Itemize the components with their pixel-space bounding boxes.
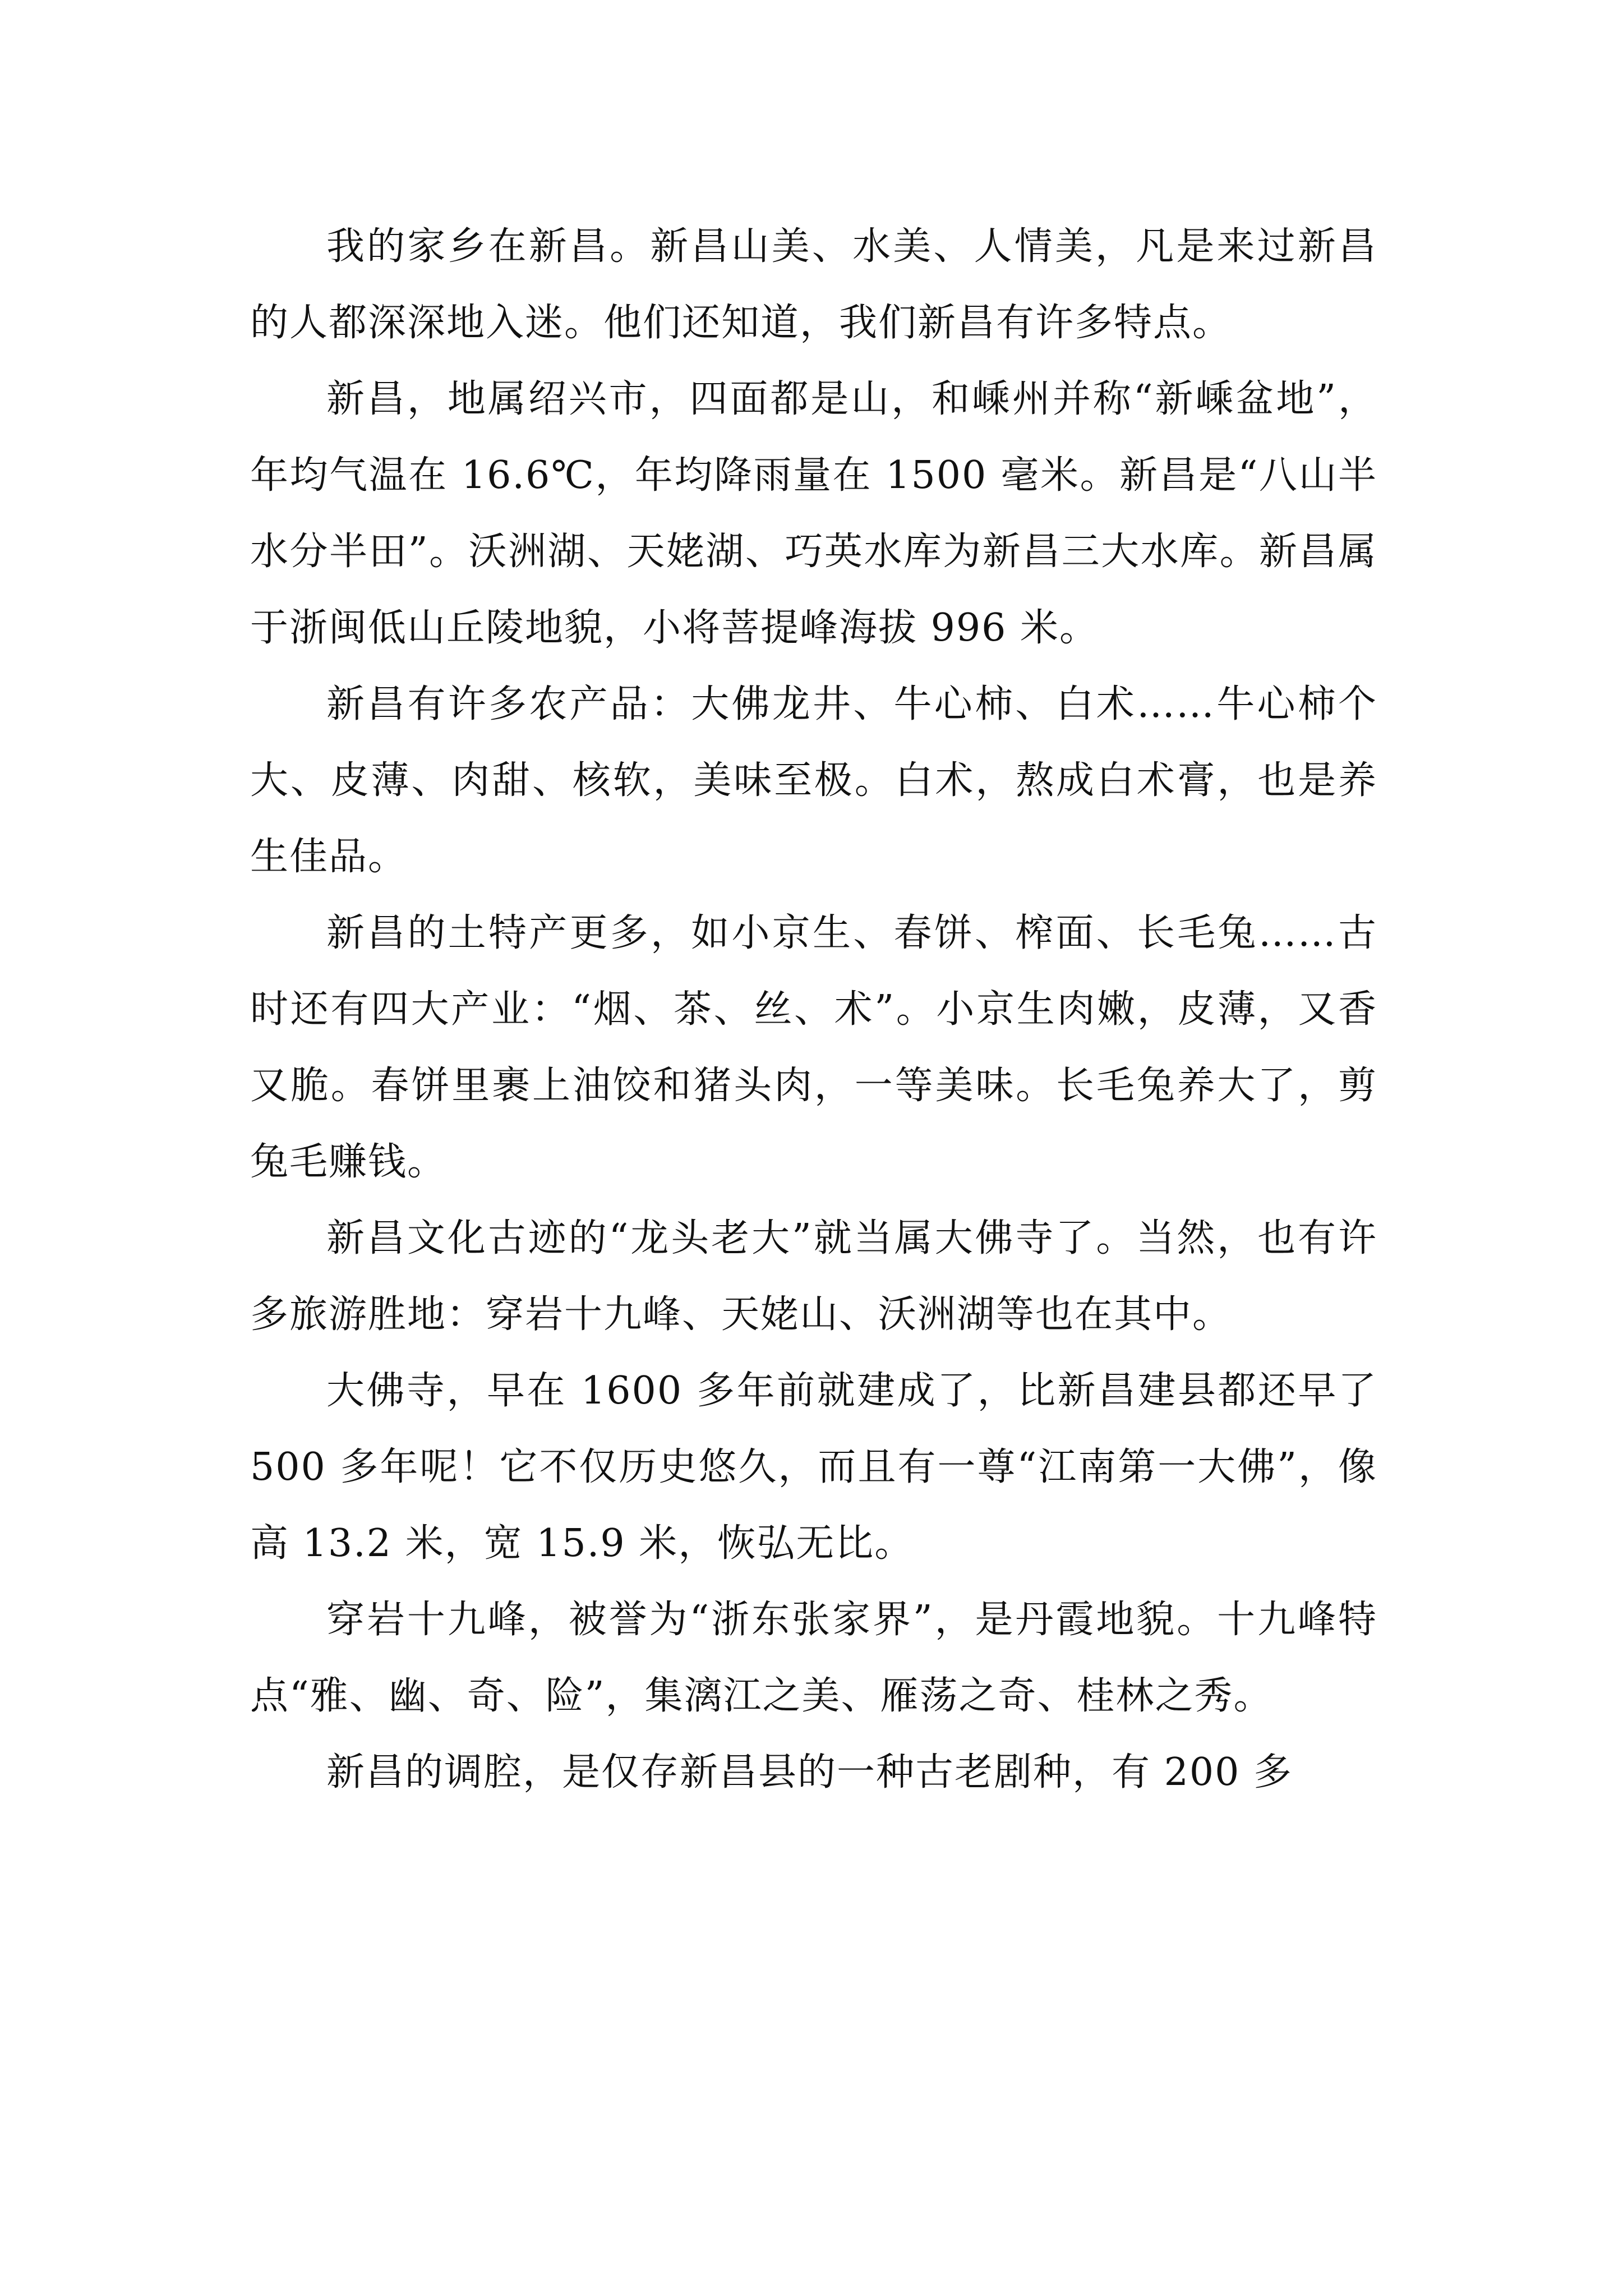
paragraph-dafo-temple: 大佛寺，早在 1600 多年前就建成了，比新昌建县都还早了 500 多年呢！它不仅历史悠久，而且有一尊“江南第一大佛”，像高 13.2 米，宽 15.9 米，恢弘无比。 [250, 1369, 1377, 1566]
paragraph-specialties: 新昌的土特产更多，如小京生、春饼、榨面、长毛兔……古时还有四大产业：“烟、茶、丝、术”。小京生肉嫩，皮薄，又香又脆。春饼里裹上油饺和猪头肉，一等美味。长毛兔养大了，剪兔毛赚钱。 [250, 911, 1377, 1184]
paragraph-hometown-intro: 我的家乡在新昌。新昌山美、水美、人情美，凡是来过新昌的人都深深地入迷。他们还知道，我们新昌有许多特点。 [250, 224, 1377, 345]
paragraph-nineteen-peaks: 穿岩十九峰，被誉为“浙东张家界”，是丹霞地貌。十九峰特点“雅、幽、奇、险”，集漓江之美、雁荡之奇、桂林之秀。 [250, 1598, 1377, 1718]
document-body [250, 209, 1377, 1811]
paragraph-culture-sites: 新昌文化古迹的“龙头老大”就当属大佛寺了。当然，也有许多旅游胜地：穿岩十九峰、天姥山、沃洲湖等也在其中。 [250, 1216, 1377, 1337]
paragraph-geography: 新昌，地属绍兴市，四面都是山，和嵊州并称“新嵊盆地”，年均气温在 16.6℃，年均降雨量在 1500 毫米。新昌是“八山半水分半田”。沃洲湖、天姥湖、巧英水库为新昌三大水库。新昌属于浙闽低山丘陵地貌，小将菩提峰海拔 996 米。 [250, 377, 1377, 650]
paragraph-agriculture: 新昌有许多农产品：大佛龙井、牛心柿、白术……牛心柿个大、皮薄、肉甜、核软，美味至极。白术，熬成白术膏，也是养生佳品。 [250, 682, 1377, 879]
paragraph-tiaoqiang-opera: 新昌的调腔，是仅存新昌县的一种古老剧种，有 200 多 [326, 1750, 1293, 1795]
